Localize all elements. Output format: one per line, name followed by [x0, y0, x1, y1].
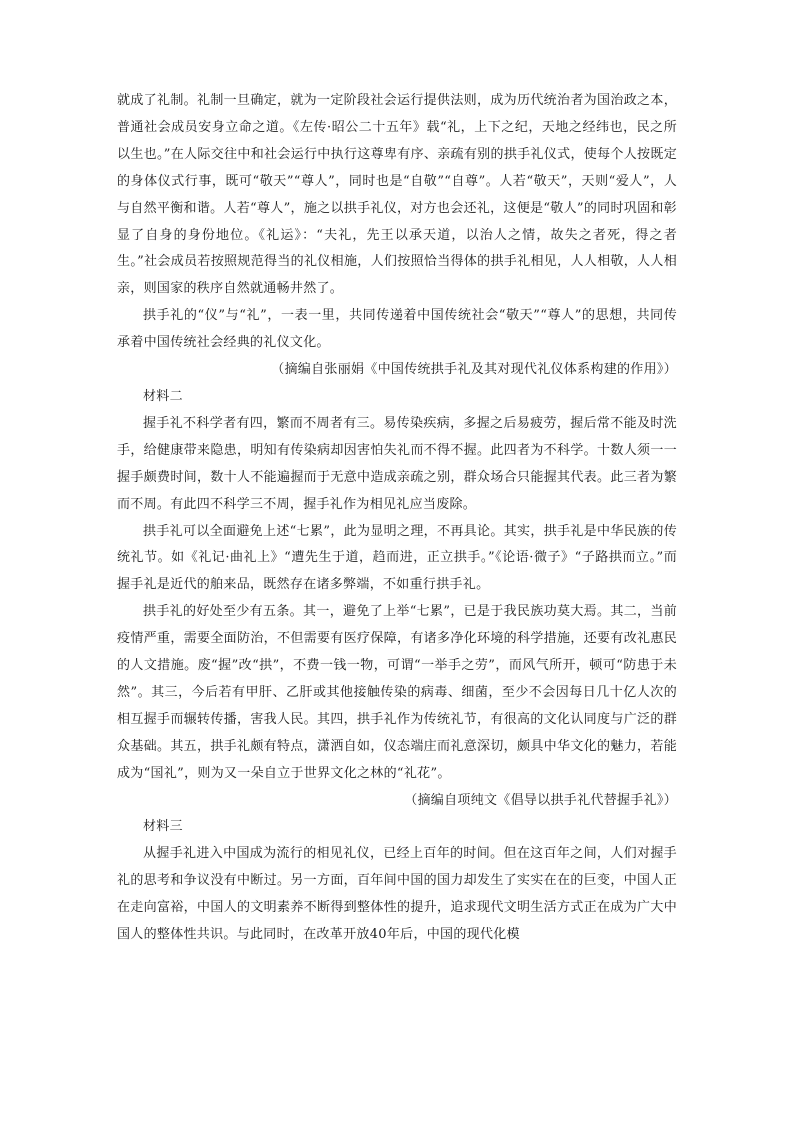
section-heading-material-2: 材料二: [143, 388, 183, 404]
document-body: [117, 88, 677, 949]
paragraph-5: 拱手礼的好处至少有五条。其一，避免了上举“七累”，已是于我民族功莫大焉。其二，当前疫情严重，需要全面防治，不但需要有医疗保障，有诸多净化环境的科学措施，还要有改礼惠民的人文措施。废“握”改“拱”，不费一钱一物，可谓“一举手之劳”，而风气所开，顿可“防患于未然”。其三，今后若有甲肝、乙肝或其他接触传染的病毒、细菌，至少不会因每日几十亿人次的相互握手而辗转传播，害我人民。其四，拱手礼作为传统礼节，有很高的文化认同度与广泛的群众基础。其五，拱手礼颇有特点，潇洒自如，仪态端庄而礼意深切，颇具中华文化的魅力，若能成为“国礼”，则为又一朵自立于世界文化之林的“礼花”。: [117, 604, 677, 781]
paragraph-2: 拱手礼的“仪”与“礼”，一表一里，共同传递着中国传统社会“敬天”“尊人”的思想，共同传承着中国传统社会经典的礼仪文化。: [117, 308, 677, 351]
paragraph-1: 就成了礼制。礼制一旦确定，就为一定阶段社会运行提供法则，成为历代统治者为国治政之本，普通社会成员安身立命之道。《左传·昭公二十五年》载“礼，上下之纪，天地之经纬也，民之所以生也。”在人际交往中和社会运行中执行这尊卑有序、亲疏有别的拱手礼仪式，使每个人按既定的身体仪式行事，既可“敬天”“尊人”，同时也是“自敬”“自尊”。人若“敬天”，天则“爱人”，人与自然平衡和谐。人若“尊人”，施之以拱手礼仪，对方也会还礼，这便是“敬人”的同时巩固和彰显了自身的身份地位。《礼运》：“夫礼，先王以承天道，以治人之情，故失之者死，得之者生。”社会成员若按照规范得当的礼仪相施，人们按照恰当得体的拱手礼相见，人人相敬，人人相亲，则国家的秩序自然就通畅井然了。: [117, 93, 677, 297]
paragraph-3: 握手礼不科学者有四，繁而不周者有三。易传染疾病，多握之后易疲劳，握后常不能及时洗手，给健康带来隐患，明知有传染病却因害怕失礼而不得不握。此四者为不科学。十数人须一一握手颇费时间，数十人不能遍握而于无意中造成亲疏之别，群众场合只能握其代表。此三者为繁而不周。有此四不科学三不周，握手礼作为相见礼应当废除。: [117, 415, 677, 512]
source-citation-1: （摘编自张丽娟《中国传统拱手礼及其对现代礼仪体系构建的作用》）: [271, 362, 677, 378]
section-heading-material-3: 材料三: [143, 819, 183, 835]
paragraph-6: 从握手礼进入中国成为流行的相见礼仪，已经上百年的时间。但在这百年之间，人们对握手礼的思考和争议没有中断过。另一方面，百年间中国的国力却发生了实实在在的巨变，中国人正在走向富裕，中国人的文明素养不断得到整体性的提升，追求现代文明生活方式正在成为广大中国人的整体性共识。与此同时，在改革开放40年后，中国的现代化模: [117, 846, 677, 943]
source-citation-2: （摘编自项纯文《倡导以拱手礼代替握手礼》）: [404, 792, 677, 808]
paragraph-4: 拱手礼可以全面避免上述“七累”，此为显明之理，不再具论。其实，拱手礼是中华民族的传统礼节。如《礼记·曲礼上》“遭先生于道，趋而进，正立拱手。”《论语·微子》“子路拱而立。”而握手礼是近代的舶来品，既然存在诸多弊端，不如重行拱手礼。: [117, 523, 677, 593]
